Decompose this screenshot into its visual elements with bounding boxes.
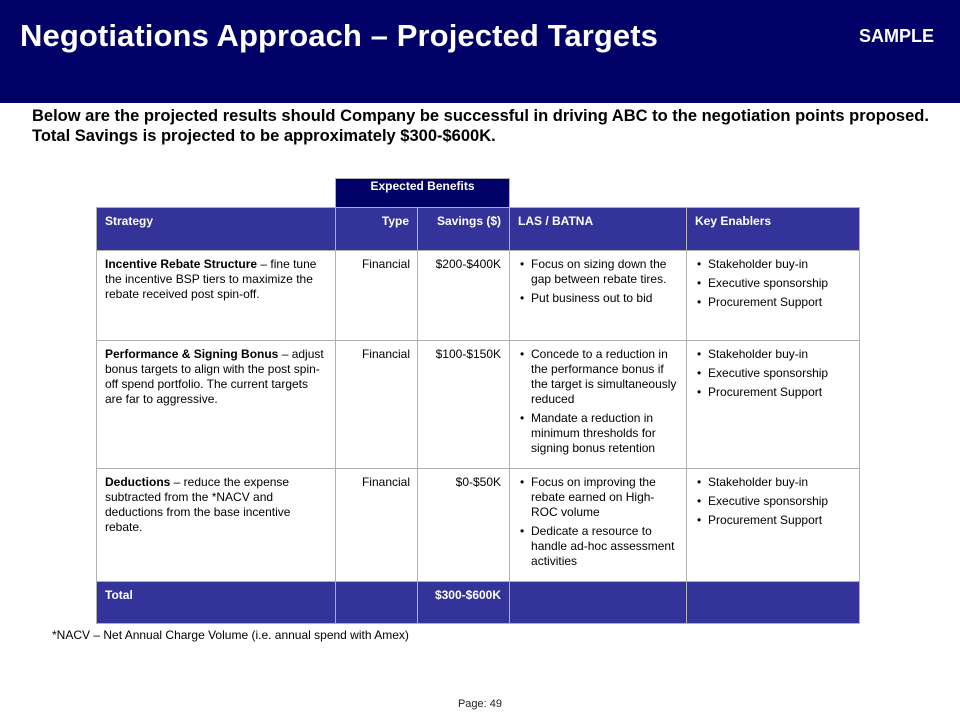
strategy-cell xyxy=(97,341,336,469)
type-cell: Financial xyxy=(336,251,418,341)
list-item: • Stakeholder buy-in xyxy=(695,347,851,362)
strategy-cell xyxy=(97,251,336,341)
blank-cell xyxy=(97,179,336,208)
enablers-cell xyxy=(687,341,860,469)
total-row xyxy=(97,582,860,624)
list-item: • Procurement Support xyxy=(695,295,851,310)
blank-cell xyxy=(510,179,687,208)
list-item: • Executive sponsorship xyxy=(695,276,851,291)
strategy-cell xyxy=(97,469,336,582)
sample-badge: SAMPLE xyxy=(858,26,934,46)
list-item: • Put business out to bid xyxy=(518,291,678,306)
list-item: • Procurement Support xyxy=(695,513,851,528)
blank-cell xyxy=(687,179,860,208)
col-header-savings: Savings ($) xyxy=(418,208,510,251)
total-enablers-empty xyxy=(687,582,860,624)
enablers-cell xyxy=(687,469,860,582)
list-item: • Executive sponsorship xyxy=(695,366,851,381)
expected-benefits-header: Expected Benefits xyxy=(336,179,510,208)
list-item: • Procurement Support xyxy=(695,385,851,400)
list-item: • Focus on sizing down the gap between rebate tires. xyxy=(518,257,678,287)
list-item: • Stakeholder buy-in xyxy=(695,475,851,490)
list-item: • Stakeholder buy-in xyxy=(695,257,851,272)
strategy-desc: – fine tune the incentive BSP tiers to maximize the rebate received post spin-off. xyxy=(105,257,317,301)
strategy-desc: – adjust bonus targets to align with the post spin-off spend portfolio. The current targets are far to aggressive. xyxy=(105,347,324,406)
strategy-name: Deductions xyxy=(105,475,171,489)
intro-text: Below are the projected results should Company be successful in driving ABC to the negotiation points proposed. Total Savings is projected to be approximately $300-$600K. xyxy=(32,107,929,145)
las-cell xyxy=(510,251,687,341)
total-las-empty xyxy=(510,582,687,624)
col-header-key-enablers: Key Enablers xyxy=(687,208,860,251)
table-row xyxy=(97,251,860,341)
las-cell xyxy=(510,341,687,469)
list-item: • Focus on improving the rebate earned on High-ROC volume xyxy=(518,475,678,520)
footnote: *NACV – Net Annual Charge Volume (i.e. annual spend with Amex) xyxy=(52,628,409,642)
col-header-las-batna: LAS / BATNA xyxy=(510,208,687,251)
table-row xyxy=(97,469,860,582)
col-header-type: Type xyxy=(336,208,418,251)
list-item: • Executive sponsorship xyxy=(695,494,851,509)
header-bar xyxy=(0,0,960,103)
type-cell: Financial xyxy=(336,469,418,582)
savings-cell: $200-$400K xyxy=(418,251,510,341)
col-header-strategy: Strategy xyxy=(97,208,336,251)
strategy-name: Incentive Rebate Structure xyxy=(105,257,258,271)
strategy-name: Performance & Signing Bonus xyxy=(105,347,279,361)
strategy-desc: – reduce the expense subtracted from the *NACV and deductions from the base incentive rebate. xyxy=(105,475,291,534)
type-cell: Financial xyxy=(336,341,418,469)
column-header-row xyxy=(97,208,860,251)
savings-cell: $100-$150K xyxy=(418,341,510,469)
total-label: Total xyxy=(97,582,336,624)
savings-cell: $0-$50K xyxy=(418,469,510,582)
table-row xyxy=(97,341,860,469)
page-number: Page: 49 xyxy=(457,698,503,710)
page-title: Negotiations Approach – Projected Targets xyxy=(20,18,658,53)
list-item: • Concede to a reduction in the performance bonus if the target is simultaneously reduced xyxy=(518,347,678,407)
total-type-empty xyxy=(336,582,418,624)
enablers-cell xyxy=(687,251,860,341)
total-savings: $300-$600K xyxy=(418,582,510,624)
group-header-row xyxy=(97,179,860,208)
targets-table xyxy=(96,178,860,624)
list-item: • Mandate a reduction in minimum thresholds for signing bonus retention xyxy=(518,411,678,456)
las-cell xyxy=(510,469,687,582)
list-item: • Dedicate a resource to handle ad-hoc assessment activities xyxy=(518,524,678,569)
